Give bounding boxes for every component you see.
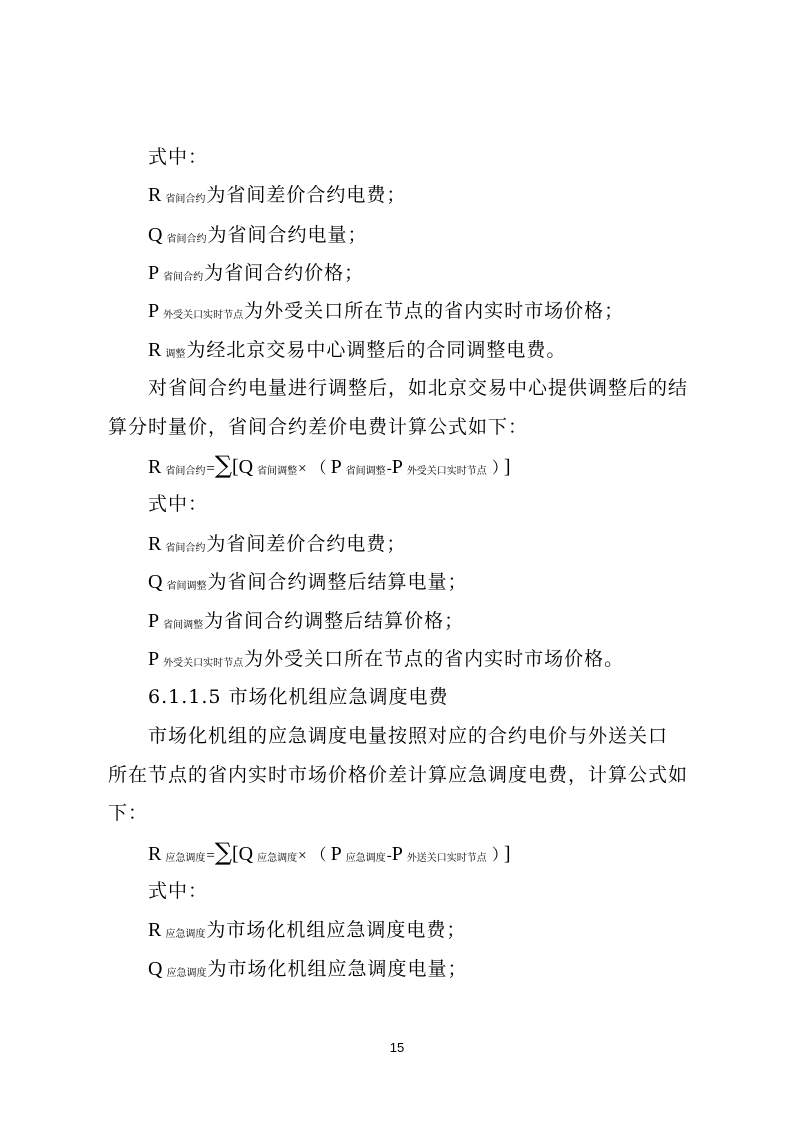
- subscript: 应急调度: [165, 929, 206, 940]
- subscript: 省间合约: [163, 272, 204, 283]
- formula-subscript: 省间调整: [257, 466, 298, 477]
- formula-symbol: P: [330, 456, 342, 478]
- definition-text: 为省间差价合约电费；: [206, 533, 407, 555]
- formula-subscript: 外受关口实时节点: [406, 466, 487, 477]
- formula-open-bracket: [: [231, 843, 239, 865]
- formula-sigma: ∑: [214, 838, 232, 866]
- definition-text: 为外受关口所在节点的省内实时市场价格。: [244, 648, 625, 670]
- definition-line: [148, 183, 406, 212]
- where-label: 式中：: [148, 493, 209, 515]
- formula-symbol: R: [148, 843, 162, 865]
- formula-subscript: 应急调度: [345, 853, 386, 864]
- paragraph-line: 下：: [108, 802, 149, 824]
- formula-subscript: 省间调整: [345, 466, 386, 477]
- definition-text: 为省间合约电量；: [207, 224, 368, 246]
- subscript: 省间合约: [165, 543, 206, 554]
- formula-subscript: 省间合约: [165, 466, 206, 477]
- section-heading: 6.1.1.5 市场化机组应急调度电费: [148, 686, 449, 708]
- definition-text: 为经北京交易中心调整后的合同调整电费。: [186, 339, 567, 361]
- formula-open-paren: （: [310, 458, 327, 477]
- formula-close-bracket: ]: [503, 456, 511, 478]
- paragraph-line: 算分时量价，省间合约差价电费计算公式如下：: [108, 416, 529, 438]
- paragraph-line: 所在节点的省内实时市场价格价差计算应急调度电费，计算公式如: [108, 764, 689, 786]
- definition-line: [148, 609, 464, 638]
- symbol: Q: [148, 958, 163, 980]
- where-label: 式中：: [148, 880, 209, 902]
- formula-symbol: P: [330, 843, 342, 865]
- subscript: 调整: [165, 349, 186, 360]
- formula-minus: -: [386, 461, 392, 477]
- symbol: P: [148, 300, 160, 322]
- subscript: 外受关口实时节点: [163, 658, 244, 669]
- symbol: P: [148, 610, 160, 632]
- definition-text: 为省间合约调整后结算价格；: [204, 610, 465, 632]
- formula-equals: =: [206, 461, 215, 477]
- paragraph-line: 市场化机组的应急调度电量按照对应的合约电价与外送关口: [148, 725, 669, 747]
- paragraph-line: 对省间合约电量进行调整后，如北京交易中心提供调整后的结: [148, 377, 689, 399]
- subscript: 省间调整: [163, 620, 204, 631]
- symbol: R: [148, 919, 162, 941]
- formula-symbol: R: [148, 456, 162, 478]
- subscript: 省间合约: [166, 234, 207, 245]
- formula-subscript: 应急调度: [257, 853, 298, 864]
- subscript: 外受关口实时节点: [163, 310, 244, 321]
- page-number: 15: [389, 1040, 405, 1055]
- formula-times: ×: [298, 848, 307, 864]
- formula-symbol: P: [391, 843, 403, 865]
- formula-symbol: Q: [238, 843, 254, 865]
- definition-text: 为省间差价合约电费；: [206, 184, 407, 206]
- definition-text: 为市场化机组应急调度电费；: [206, 919, 467, 941]
- formula-close-paren: ）: [491, 845, 500, 864]
- symbol: P: [148, 648, 160, 670]
- definition-text: 为外受关口所在节点的省内实时市场价格；: [244, 300, 625, 322]
- symbol: P: [148, 262, 160, 284]
- formula-subscript: 应急调度: [165, 853, 206, 864]
- definition-line: [148, 918, 466, 947]
- definition-text: 为省间合约调整后结算电量；: [207, 571, 468, 593]
- definition-line: [148, 532, 406, 561]
- definition-text: 为省间合约价格；: [204, 262, 365, 284]
- formula-line: [148, 453, 511, 484]
- symbol: R: [148, 533, 162, 555]
- definition-line: [148, 338, 566, 367]
- definition-line: [148, 570, 467, 599]
- formula-symbol: Q: [238, 456, 254, 478]
- definition-text: 为市场化机组应急调度电量；: [207, 958, 468, 980]
- definition-line: [148, 957, 467, 986]
- subscript: 省间合约: [165, 194, 206, 205]
- definition-line: [148, 261, 364, 290]
- symbol: Q: [148, 224, 163, 246]
- symbol: R: [148, 339, 162, 361]
- subscript: 应急调度: [166, 968, 207, 979]
- formula-line: [148, 840, 511, 871]
- symbol: R: [148, 184, 162, 206]
- formula-sigma: ∑: [214, 451, 232, 479]
- formula-minus: -: [386, 848, 392, 864]
- where-label: 式中：: [148, 146, 209, 168]
- formula-symbol: P: [391, 456, 403, 478]
- definition-line: [148, 299, 624, 328]
- formula-open-bracket: [: [231, 456, 239, 478]
- formula-times: ×: [298, 461, 307, 477]
- formula-open-paren: （: [310, 845, 327, 864]
- formula-equals: =: [206, 848, 215, 864]
- formula-subscript: 外送关口实时节点: [406, 853, 487, 864]
- formula-close-bracket: ]: [503, 843, 511, 865]
- symbol: Q: [148, 571, 163, 593]
- definition-line: [148, 223, 367, 252]
- definition-line: [148, 647, 624, 676]
- formula-close-paren: ）: [491, 458, 500, 477]
- subscript: 省间调整: [166, 581, 207, 592]
